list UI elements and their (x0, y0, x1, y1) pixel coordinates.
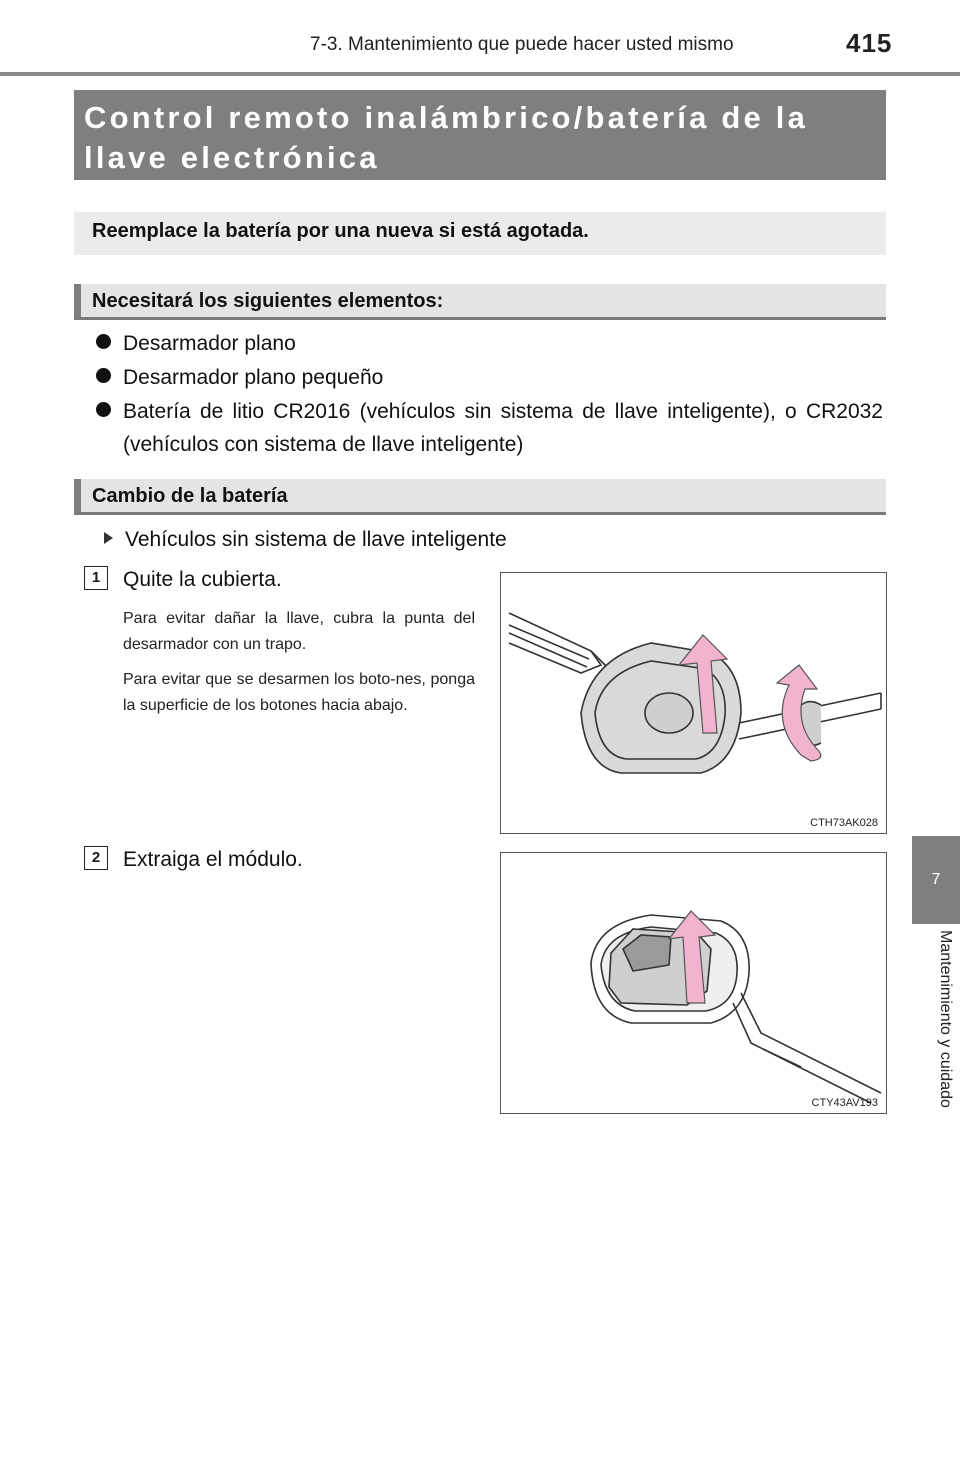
bullet-item (96, 327, 296, 360)
summary-text: Reemplace la batería por una nueva si está agotada. (92, 220, 589, 242)
section-heading-label: Necesitará los siguientes elementos: (92, 290, 444, 312)
step-text: Quite la cubierta. (123, 568, 282, 591)
sub-item-text: Vehículos sin sistema de llave inteligente (125, 528, 507, 551)
figure-extract-module (500, 852, 887, 1114)
step-note: Para evitar dañar la llave, cubra la punta del desarmador con un trapo. (123, 610, 475, 653)
step-number-box: 1 (84, 566, 108, 590)
bullet-text: Batería de litio CR2016 (vehículos sin sistema de llave inteligente), o CR2032 (vehículos con sistema de llave inteligente) (123, 400, 883, 456)
section-marker (74, 479, 81, 512)
running-header: 7-3. Mantenimiento que puede hacer usted mismo (310, 34, 734, 55)
triangle-bullet-icon (104, 532, 113, 544)
key-module-illustration (501, 853, 886, 1113)
bullet-dot (96, 402, 111, 417)
step-note: Para evitar que se desarmen los boto-nes, ponga la superficie de los botones hacia abajo. (123, 671, 475, 714)
bullet-dot (96, 368, 111, 383)
section-marker (74, 284, 81, 317)
figure-code: CTY43AV193 (811, 1097, 878, 1109)
bullet-item (96, 361, 384, 394)
key-cover-illustration (501, 573, 886, 833)
bullet-text: Desarmador plano (123, 332, 296, 355)
sub-item (104, 528, 507, 552)
bullet-dot (96, 334, 111, 349)
bullet-text: Desarmador plano pequeño (123, 366, 384, 389)
page-title: Control remoto inalámbrico/batería de la llave electrónica (84, 100, 809, 175)
bullet-item (96, 395, 883, 456)
figure-code: CTH73AK028 (810, 817, 878, 829)
section-heading-battery (74, 479, 886, 515)
section-heading-label: Cambio de la batería (92, 485, 288, 507)
step-number-box: 2 (84, 846, 108, 870)
header-rule (0, 72, 960, 76)
page-number: 415 (846, 28, 893, 58)
figure-remove-cover (500, 572, 887, 834)
chapter-label: Mantenimiento y cuidado (937, 930, 954, 1108)
step-text: Extraiga el módulo. (123, 848, 303, 871)
section-heading-items (74, 284, 886, 320)
chapter-tab: 7 (912, 836, 960, 924)
